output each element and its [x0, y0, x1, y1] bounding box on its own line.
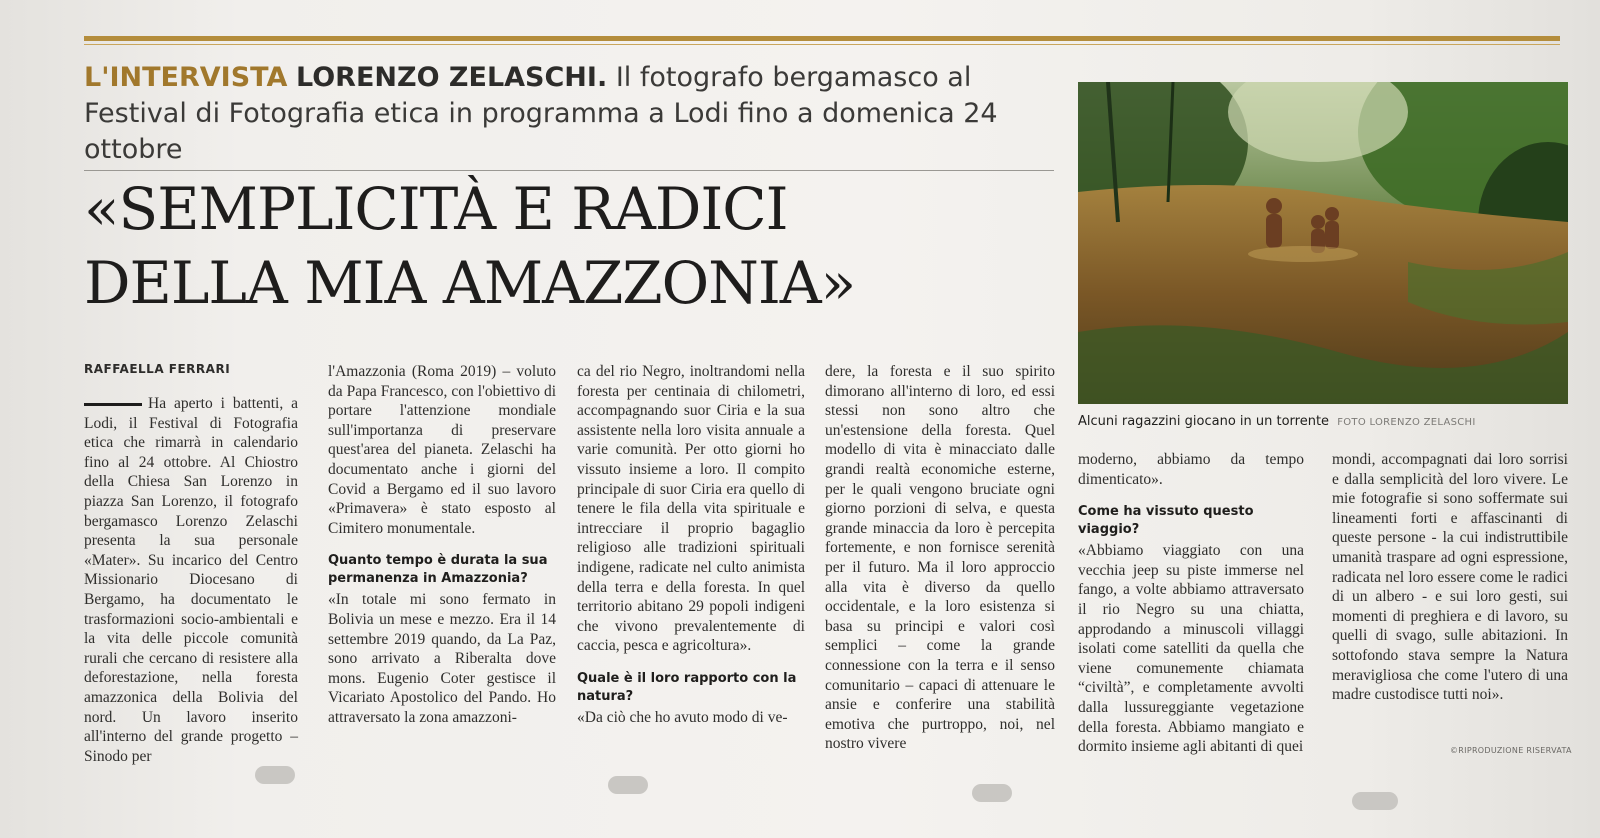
article-column-4: [825, 362, 1055, 754]
byline: RAFFAELLA FERRARI: [84, 362, 231, 376]
article-column-6: [1332, 450, 1568, 705]
kicker: [84, 60, 1064, 168]
photo-credit: FOTO LORENZO ZELASCHI: [1337, 417, 1476, 428]
photo-children-in-stream: [1078, 82, 1568, 404]
headline-line-1: «SEMPLICITÀ E RADICI: [84, 175, 788, 243]
article-col2-paragraph-1: l'Amazzonia (Roma 2019) – voluto da Papa Francesco, con l'obiettivo di portare l'attenzione mondiale sull'importanza di preservare quest'area del pianeta. Zelaschi ha documentato anche i giorni del Covid a Bergamo ed il suo lavoro «Primavera» è stato esposto al Cimitero monumentale.: [328, 363, 556, 537]
kicker-label: L'INTERVISTA: [84, 62, 288, 93]
article-col2-paragraph-2: «In totale mi sono fermato in Bolivia un mese e mezzo. Era il 14 settembre 2019 quando, da La Paz, sono arrivato a Riberalta dove mons. Eugenio Coter gestisce il Vicariato Apostolico del Pando. Ho attraversato la zona amazzoni-: [328, 591, 556, 726]
photo-caption: [1078, 414, 1568, 429]
headline-line-2: DELLA MIA AMAZZONIA»: [84, 249, 856, 317]
question-2: Quale è il loro rapporto con la natura?: [577, 670, 797, 704]
punch-hole: [972, 784, 1012, 802]
kicker-divider: [84, 170, 1054, 171]
article-col1-text: Ha aperto i battenti, a Lodi, il Festival di Fotografia etica che rimarrà in calendario fino al 24 ottobre. Al Chiostro della Chiesa San Lorenzo in piazza San Lorenzo, il fotografo bergamasco Lorenzo Zelaschi presenta la sua personale «Mater». Su incarico del Centro Missionario Diocesano di Bergamo, ha documentato le trasformazioni socio-ambientali e la vita delle piccole comunità rurali che cercano di resistere alla deforestazione, nella foresta amazzonica della Bolivia del nord. Un lavoro inserito all'interno del grande progetto – Sinodo per: [84, 395, 298, 765]
punch-hole: [608, 776, 648, 794]
kicker-name: LORENZO ZELASCHI.: [295, 62, 608, 93]
question-3: Come ha vissuto questo viaggio?: [1078, 504, 1254, 538]
caption-text: Alcuni ragazzini giocano in un torrente: [1078, 414, 1330, 429]
lead-rule: [84, 403, 142, 406]
copyright-notice: ©RIPRODUZIONE RISERVATA: [1450, 746, 1572, 755]
article-col5-paragraph-2: «Abbiamo viaggiato con una vecchia jeep su piste immerse nel fango, a volte abbiamo attraversato il rio Negro su una chiatta, approdando a minuscoli villaggi isolati come satelliti da quella che viene comunemente chiamata “civiltà”, e completamente avvolti dalla lussureggiante vegetazione della foresta. Abbiamo mangiato e dormito insieme agli abitanti di quei: [1078, 542, 1304, 756]
headline: [84, 172, 1064, 320]
article-col3-paragraph-1: ca del rio Negro, inoltrandomi nella foresta per centinaia di chilometri, accompagnando suor Ciria e la sua assistente nella loro visita annuale a varie comunità. Per otto giorni ho vissuto insieme a loro. Il compito principale di suor Ciria era quello di tenere le fila della vita spirituale e intrecciare il proprio bagaglio religioso alle tradizioni spirituali indigene, radicate nel culto animista della terra e della foresta. In quel territorio abitano 29 popoli indigeni che vivono prevalentemente di caccia, pesca e agricoltura».: [577, 363, 805, 655]
top-gold-rule-thin: [84, 44, 1560, 45]
article-col3-paragraph-2: «Da ciò che ho avuto modo di ve-: [577, 708, 788, 726]
article-col5-paragraph-1: moderno, abbiamo da tempo dimenticato».: [1078, 451, 1304, 488]
top-gold-rule: [84, 36, 1560, 41]
photo-illustration: [1078, 82, 1568, 404]
article-column-2: [328, 362, 556, 728]
punch-hole: [255, 766, 295, 784]
article-col4-text: dere, la foresta e il suo spirito dimorano all'interno di loro, ed essi stessi non sono altro che un'estensione della foresta. Quel modello di vita è minacciato dalle grandi realtà economiche esterne, per le quali vengono bruciate ogni giorno porzioni di selva, e questa grande minaccia da loro è percepita fortemente, e non fornisce serenità per il futuro. Ma il loro approccio alla vita è diverso da quello occidentale, e la loro esistenza si basa su principi e valori così semplici – come la grande connessione con la terra e il senso comunitario – capaci di attenuare le ansie e conferire una stabilità emotiva che purtroppo, noi, nel nostro vivere: [825, 363, 1055, 753]
question-1: Quanto tempo è durata la sua permanenza in Amazzonia?: [328, 553, 548, 587]
article-col6-text: mondi, accompagnati dai loro sorrisi e dalla semplicità del loro vivere. Le mie fotografie si sono soffermate sui lineamenti forti e affascinanti di queste persone - la cui indistruttibile umanità traspare ad ogni espressione, radicata nel loro essere come le radici di un albero - e sui loro gesti, sui momenti di preghiera e di lavoro, su quelli di svago, sulle abitazioni. In sottofondo stava sempre la Natura meravigliosa che come l'utero di una madre custodisce tutti noi».: [1332, 451, 1568, 704]
kicker-text: Il fotografo bergamasco al Festival di Fotografia etica in programma a Lodi fino a domenica 24 ottobre: [84, 62, 998, 165]
punch-hole: [1352, 792, 1398, 810]
article-column-1: [84, 394, 298, 766]
article-column-3: [577, 362, 805, 728]
article-column-5: [1078, 450, 1304, 757]
